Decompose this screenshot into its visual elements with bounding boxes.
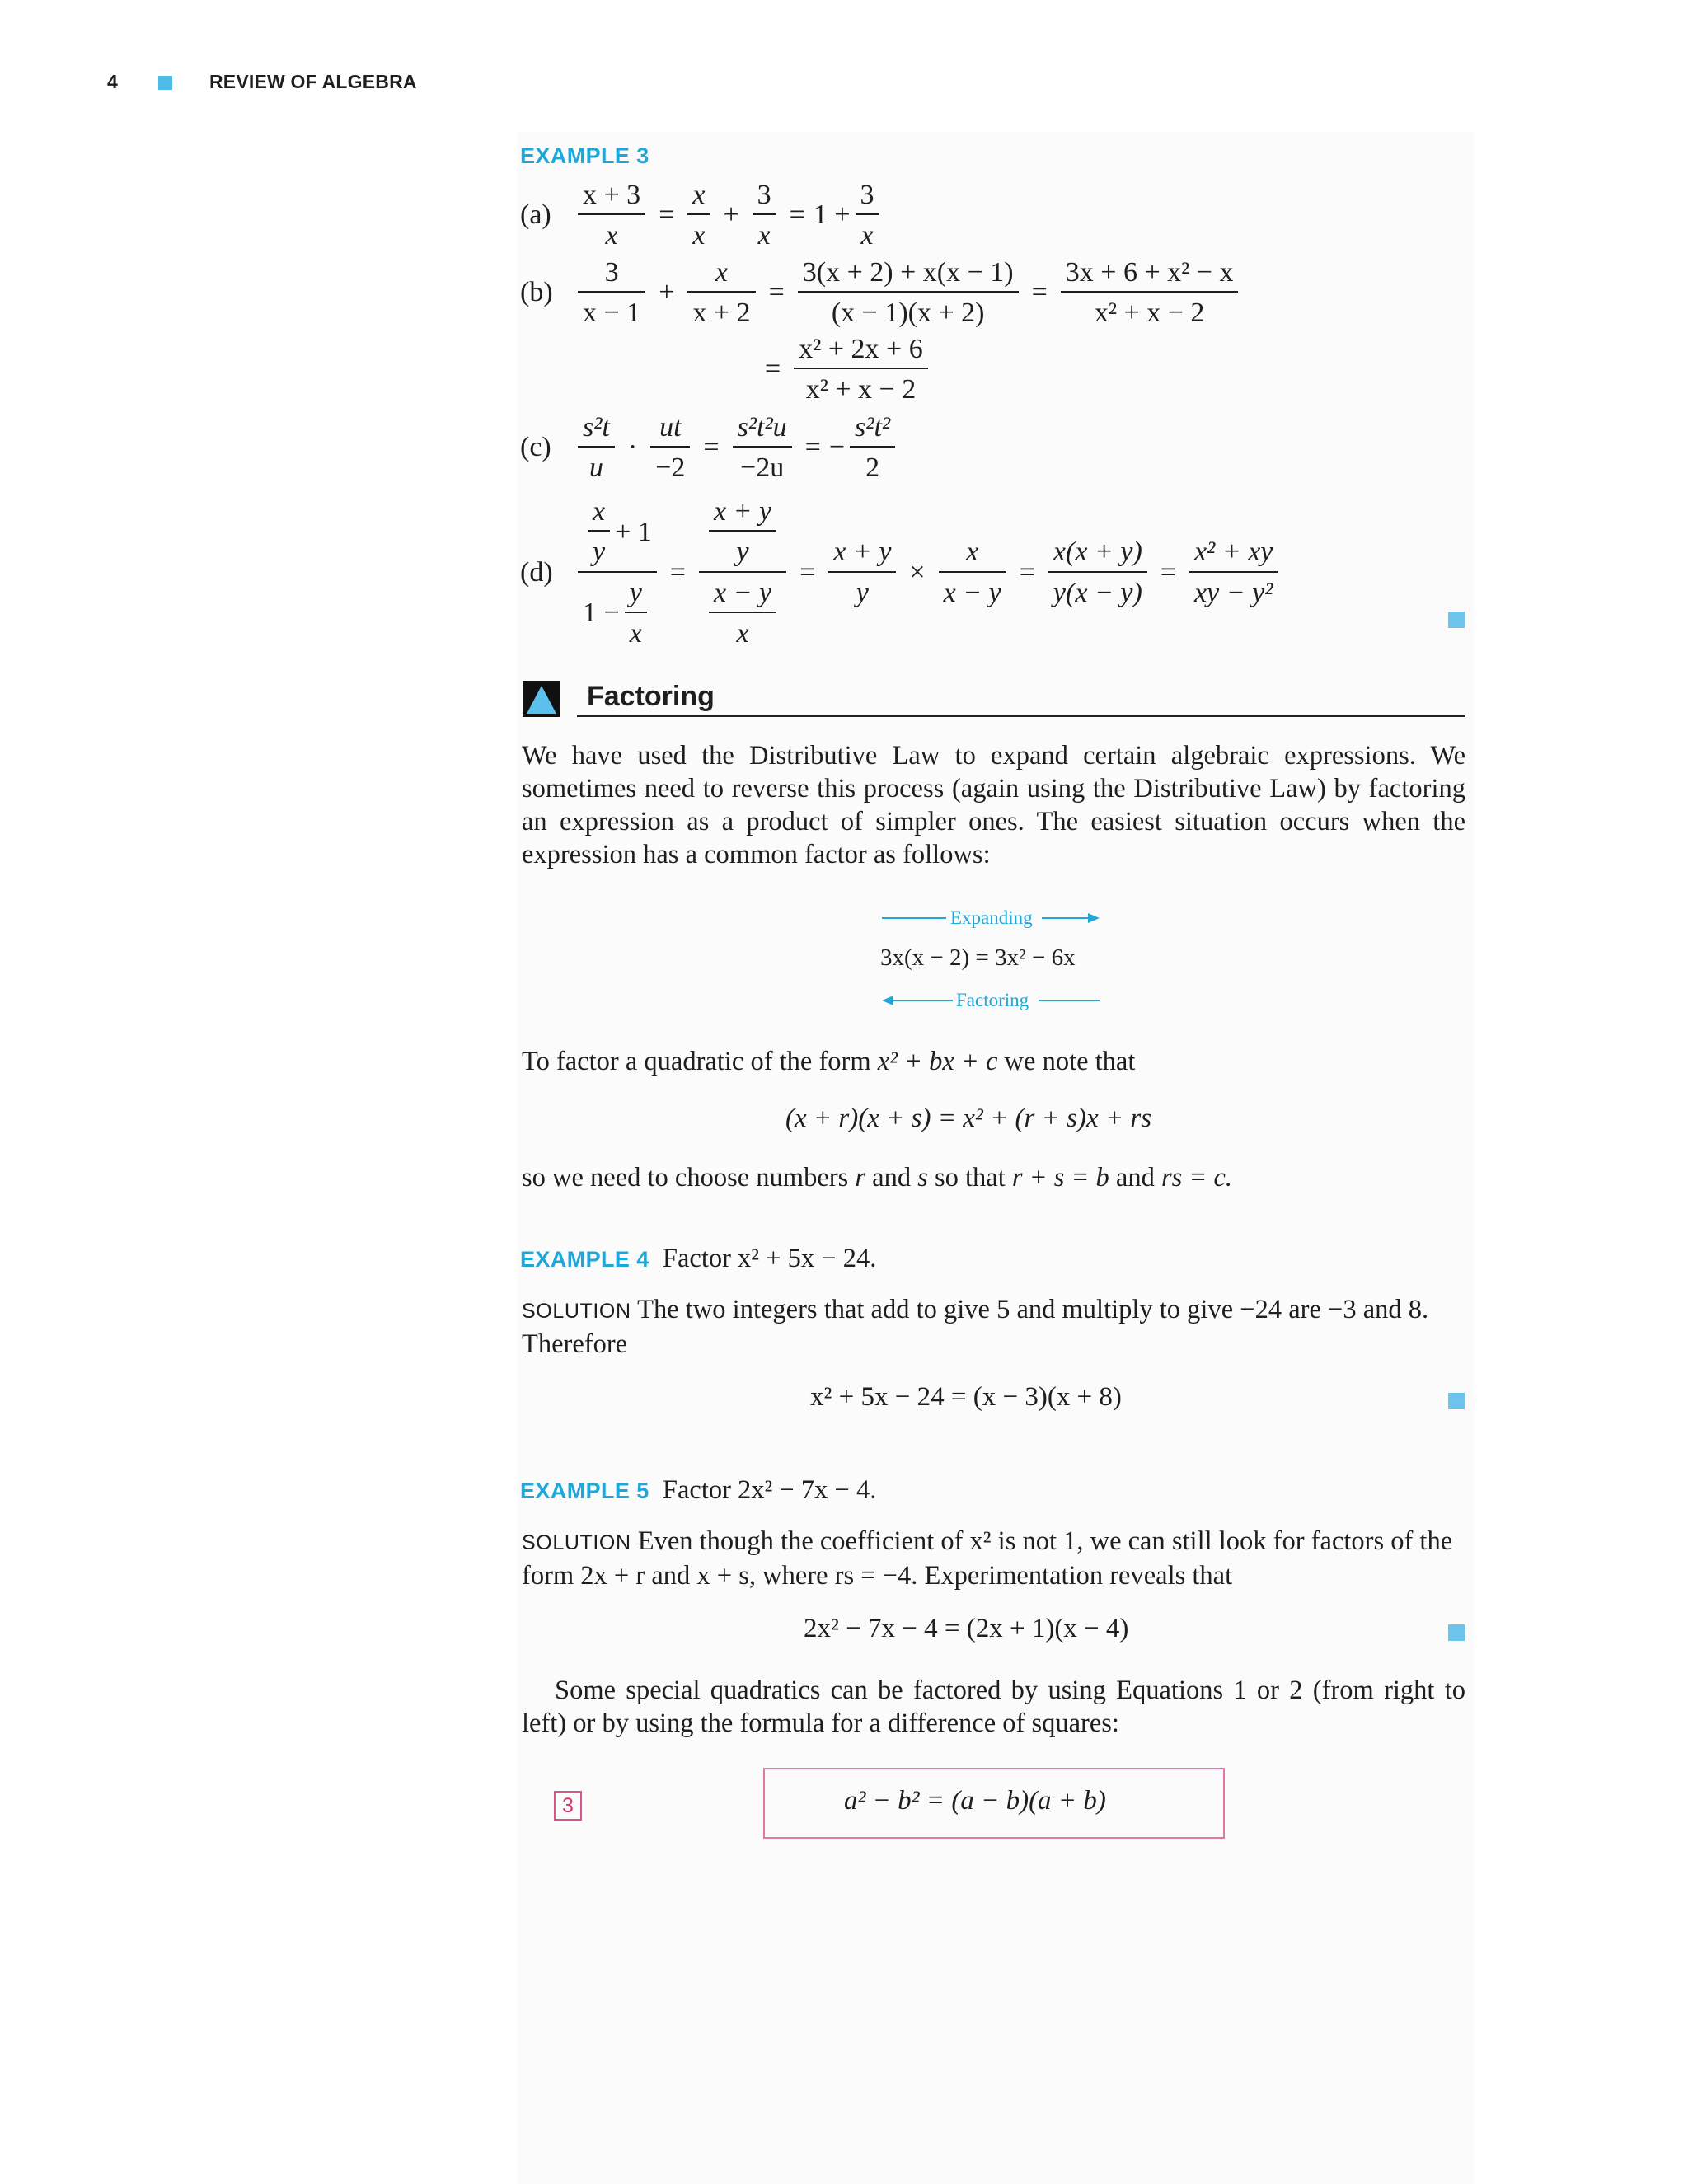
example3-a: (a) $\frac{x + 3}{x}$ = $\frac{x}{x}$ + $\frac{3}{x}$ = 1 + $\frac{3}{x}$ <box>520 180 884 251</box>
example3-end-mark <box>1448 612 1465 628</box>
factoring-label: Factoring <box>956 990 1029 1010</box>
example4-heading: EXAMPLE 4 Factor x² + 5x − 24. <box>520 1244 877 1273</box>
paragraph-quadratic: To factor a quadratic of the form x² + bx + c we note that <box>522 1047 1136 1076</box>
section-title: Factoring <box>587 681 715 712</box>
example3-c: (c) $\frac{\text{s²t}}{u}$ · $\frac{ut}{-2}$ = $\frac{\text{s²t²u}}{-2u}$ = − $\frac{\text{s²t²}}{2}$ <box>520 412 900 484</box>
example5-heading: EXAMPLE 5 Factor 2x² − 7x − 4. <box>520 1475 877 1505</box>
example3-b-line2: = $\frac{\text{x² + 2x + 6}}{\text{x² + x − 2}}$ <box>757 334 933 405</box>
section-rule <box>577 715 1465 717</box>
example4-solution: SOLUTION The two integers that add to give 5 and multiply to give −24 are −3 and 8. Therefore <box>522 1295 1429 1359</box>
example3-b: (b) $\frac{3}{x - 1}$ + $\frac{x}{x + 2}$ = $\frac{3(x + 2) + x(x - 1)}{(x - 1)(x + 2)}$ = $\frac{\text{3x + 6 + x² − x}}{\text{x² + x − 2}}$ <box>520 257 1243 329</box>
example4-end-mark <box>1448 1393 1465 1409</box>
section-triangle-icon <box>523 681 560 717</box>
example3-label: EXAMPLE 3 <box>520 143 649 168</box>
example5-end-mark <box>1448 1624 1465 1641</box>
header-square-icon <box>158 76 172 90</box>
expand-arrowhead <box>1088 913 1100 923</box>
running-title: REVIEW OF ALGEBRA <box>209 71 417 92</box>
paragraph-intro: We have used the Distributive Law to expand certain algebraic expressions. We sometimes need to reverse this process (again using the Distributive Law) by factoring an expression as a product of simpler ones. The easiest situation occurs when the expression has a common factor as follows: <box>522 741 1465 869</box>
page-number: 4 <box>107 71 118 92</box>
rs-identity: (x + r)(x + s) = x² + (r + s)x + rs <box>785 1104 1152 1133</box>
paragraph-choose: so we need to choose numbers r and s so that r + s = b and rs = c. <box>522 1163 1233 1193</box>
equation-number: 3 <box>554 1791 582 1821</box>
difference-of-squares: a² − b² = (a − b)(a + b) <box>844 1786 1106 1816</box>
example5-result: 2x² − 7x − 4 = (2x + 1)(x − 4) <box>804 1614 1129 1643</box>
example5-solution: SOLUTION Even though the coefficient of x² is not 1, we can still look for factors of the form 2x + r and x + s, where rs = −4. Experimentation reveals that <box>522 1526 1453 1591</box>
example3-d: (d) $\frac{x}{y}$ + 1 1 − $\frac{y}{x}$ = $\frac{\frac{x + y}{y}}{\frac{x - y}{x}}$ = $\frac{x + y}{y}$ × $\frac{x}{x - y}$ = $\frac{x(x + y)}{y(x - y)}$ = $\frac{\text{x² + xy}}{\text{xy − y²}}$ <box>520 496 1282 649</box>
expand-equation: 3x(x − 2) = 3x² − 6x <box>880 944 1076 971</box>
paragraph-special: Some special quadratics can be factored by using Equations 1 or 2 (from right to left) or by using the formula for a difference of squares: <box>522 1675 1465 1738</box>
factor-arrowhead <box>882 996 893 1005</box>
expanding-label: Expanding <box>950 907 1033 928</box>
example4-result: x² + 5x − 24 = (x − 3)(x + 8) <box>810 1382 1122 1412</box>
